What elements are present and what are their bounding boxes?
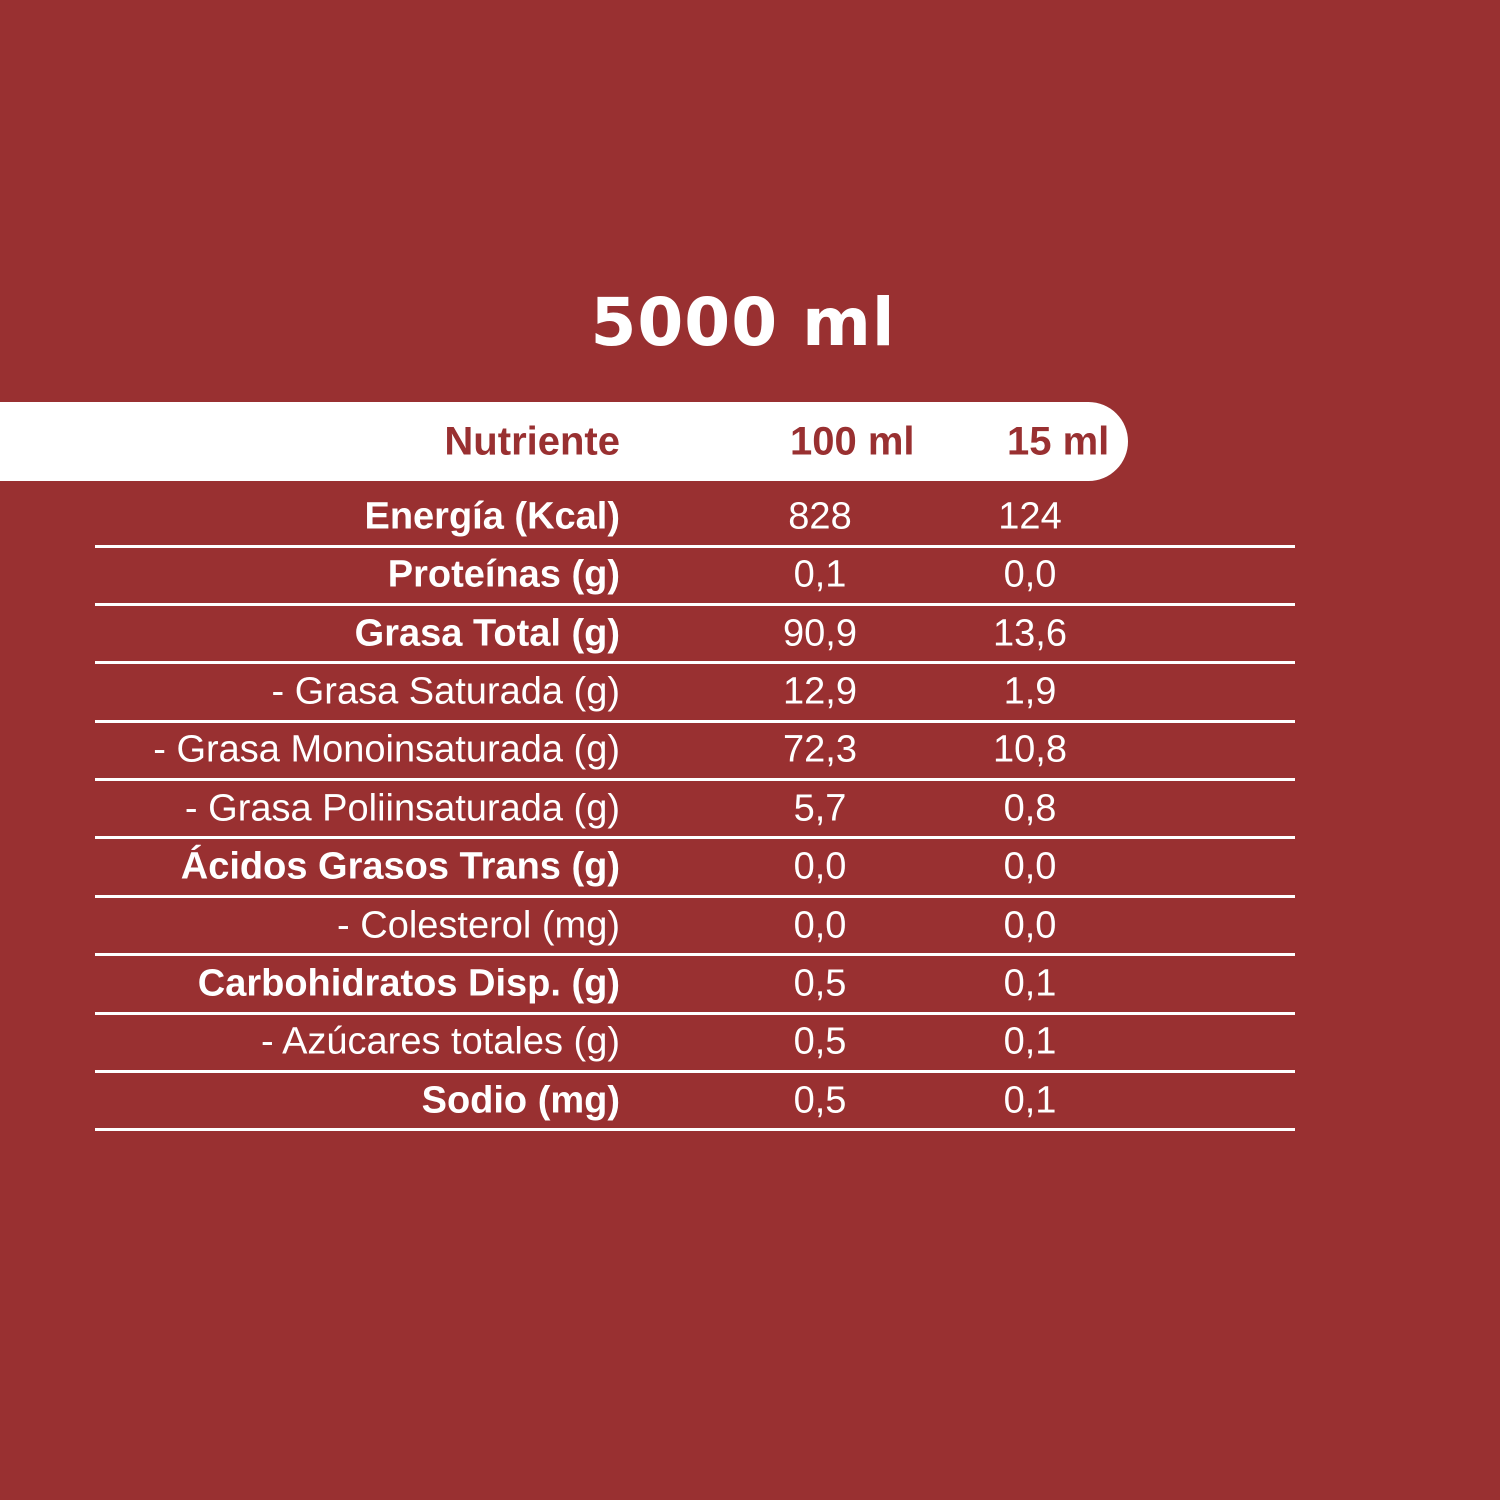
nutrient-label: - Azúcares totales (g) xyxy=(260,1020,620,1063)
nutrient-label: - Grasa Poliinsaturada (g) xyxy=(184,787,620,830)
table-row-acidos-grasos-trans xyxy=(95,839,1295,897)
value-15ml: 13,6 xyxy=(993,612,1067,655)
table-row-grasa-monoinsaturada xyxy=(95,723,1295,781)
value-100ml: 0,5 xyxy=(793,1079,847,1122)
value-100ml: 0,1 xyxy=(793,553,847,596)
table-row-azucares-totales xyxy=(95,1015,1295,1073)
nutrient-label: - Grasa Monoinsaturada (g) xyxy=(153,728,620,771)
volume-title: 5000 ml xyxy=(590,284,896,361)
value-100ml: 828 xyxy=(788,495,852,538)
nutrient-label: - Colesterol (mg) xyxy=(337,904,620,947)
header-nutrient-label: Nutriente xyxy=(444,419,620,463)
nutrient-label: Energía (Kcal) xyxy=(364,495,620,538)
value-100ml: 90,9 xyxy=(783,612,857,655)
value-15ml: 0,8 xyxy=(1003,787,1057,830)
table-row-energia xyxy=(95,481,1295,548)
header-col-15ml: 15 ml xyxy=(1007,419,1110,463)
table-row-proteinas xyxy=(95,548,1295,606)
value-100ml: 0,5 xyxy=(793,962,847,1005)
nutrition-table xyxy=(95,481,1295,1131)
value-100ml: 72,3 xyxy=(783,728,857,771)
value-100ml: 0,0 xyxy=(793,845,847,888)
value-100ml: 5,7 xyxy=(793,787,847,830)
nutrient-label: Proteínas (g) xyxy=(387,553,620,596)
value-15ml: 0,0 xyxy=(1003,553,1057,596)
nutrient-label: - Grasa Saturada (g) xyxy=(271,670,620,713)
value-15ml: 0,0 xyxy=(1003,904,1057,947)
value-100ml: 12,9 xyxy=(783,670,857,713)
table-row-grasa-total xyxy=(95,606,1295,664)
value-15ml: 1,9 xyxy=(1003,670,1057,713)
header-col-100ml: 100 ml xyxy=(790,419,915,463)
nutrient-label: Grasa Total (g) xyxy=(354,612,620,655)
value-15ml: 0,1 xyxy=(1003,1020,1057,1063)
table-row-grasa-poliinsaturada xyxy=(95,781,1295,839)
value-100ml: 0,0 xyxy=(793,904,847,947)
value-15ml: 0,1 xyxy=(1003,1079,1057,1122)
nutrient-label: Carbohidratos Disp. (g) xyxy=(197,962,620,1005)
table-row-sodio xyxy=(95,1073,1295,1131)
value-15ml: 0,0 xyxy=(1003,845,1057,888)
table-header-bar xyxy=(0,402,1128,481)
table-row-colesterol xyxy=(95,898,1295,956)
value-15ml: 10,8 xyxy=(993,728,1067,771)
table-row-carbohidratos xyxy=(95,956,1295,1014)
value-100ml: 0,5 xyxy=(793,1020,847,1063)
nutrient-label: Ácidos Grasos Trans (g) xyxy=(180,845,620,888)
value-15ml: 124 xyxy=(998,495,1062,538)
value-15ml: 0,1 xyxy=(1003,962,1057,1005)
table-row-grasa-saturada xyxy=(95,664,1295,722)
nutrient-label: Sodio (mg) xyxy=(421,1079,620,1122)
